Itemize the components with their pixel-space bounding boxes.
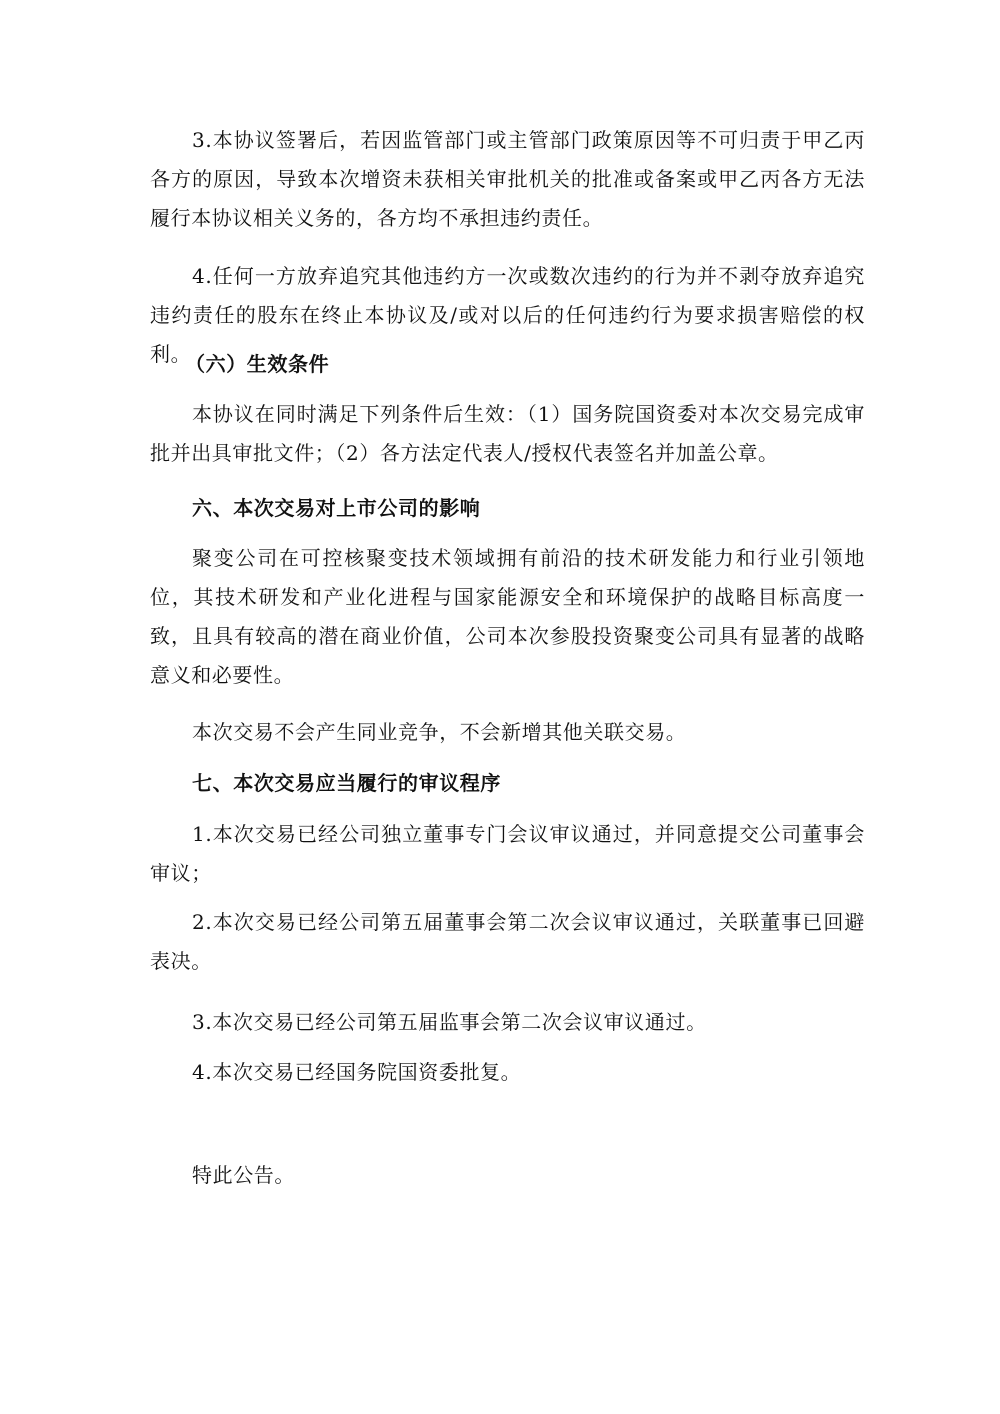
section-heading-impact: 六、本次交易对上市公司的影响	[192, 496, 481, 520]
section-heading-effective-conditions: （六）生效条件	[185, 352, 330, 376]
paragraph-clause-3: 3.本协议签署后，若因监管部门或主管部门政策原因等不可归责于甲乙丙各方的原因，导致本次增资未获相关审批机关的批准或备案或甲乙丙各方无法履行本协议相关义务的，各方均不承担违约责任。	[150, 128, 865, 230]
section-heading-review-procedure: 七、本次交易应当履行的审议程序	[192, 771, 501, 795]
paragraph-impact: 聚变公司在可控核聚变技术领域拥有前沿的技术研发能力和行业引领地位，其技术研发和产业化进程与国家能源安全和环境保护的战略目标高度一致，且具有较高的潜在商业价值，公司本次参股投资聚变公司具有显著的战略意义和必要性。	[150, 546, 865, 687]
paragraph-effective-conditions: 本协议在同时满足下列条件后生效：（1）国务院国资委对本次交易完成审批并出具审批文件；（2）各方法定代表人/授权代表签名并加盖公章。	[150, 402, 865, 465]
paragraph-clause-4: 4.任何一方放弃追究其他违约方一次或数次违约的行为并不剥夺放弃追究违约责任的股东在终止本协议及/或对以后的任何违约行为要求损害赔偿的权利。	[150, 264, 865, 366]
paragraph-procedure-1: 1.本次交易已经公司独立董事专门会议审议通过，并同意提交公司董事会审议；	[150, 822, 865, 885]
paragraph-procedure-4: 4.本次交易已经国务院国资委批复。	[192, 1060, 522, 1084]
paragraph-procedure-2: 2.本次交易已经公司第五届董事会第二次会议审议通过，关联董事已回避表决。	[150, 910, 865, 973]
paragraph-announcement-closing: 特此公告。	[192, 1163, 295, 1187]
paragraph-procedure-3: 3.本次交易已经公司第五届监事会第二次会议审议通过。	[192, 1010, 707, 1034]
paragraph-no-competition: 本次交易不会产生同业竞争，不会新增其他关联交易。	[192, 720, 687, 744]
